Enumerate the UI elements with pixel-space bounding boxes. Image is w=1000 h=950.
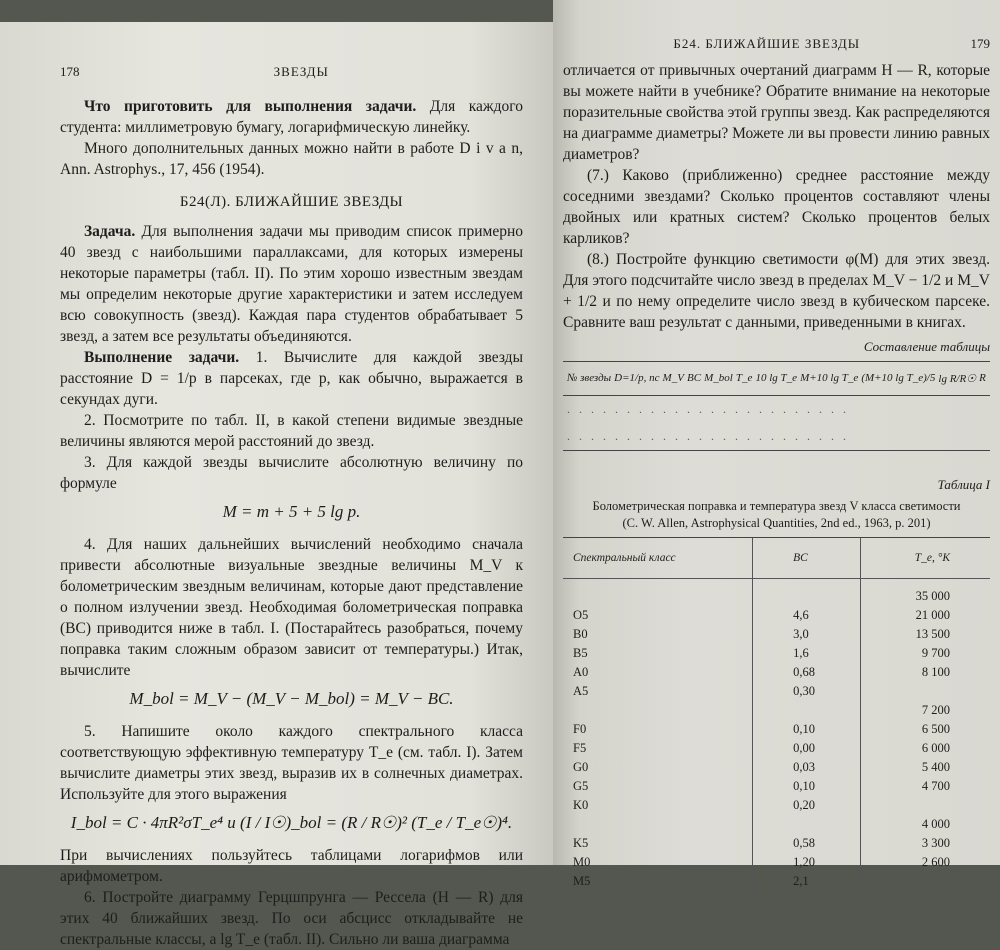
cell-te: 6 500: [921, 722, 950, 736]
table1-header-class: Спектральный класс: [563, 538, 753, 579]
cell-te: 6 000: [921, 741, 950, 755]
cell-bc: 0,20: [753, 796, 861, 815]
table-row: [563, 587, 990, 606]
cell-te: [861, 872, 990, 891]
cell-class: O5: [563, 606, 753, 625]
step-7: (7.) Каково (приближенно) среднее расстояние между соседними звездами? Сколько процентов составляют члены двойных или кратных систем? Сколько процентов белых карликов?: [563, 167, 990, 247]
cell-class: A0: [563, 663, 753, 682]
formula-bolometric: M_bol = M_V − (M_V − M_bol) = M_V − BC.: [129, 689, 454, 708]
cell-te: 5 400: [921, 760, 950, 774]
table-row: [563, 796, 990, 815]
hr-diagram-paragraph: отличается от привычных очертаний диаграмм H — R, которые вы можете найти в учебнике? Обратите внимание на некоторые поразительные свойства этой группы звезд. Как распределяются на диаграмме диаметры? Можете ли вы провести линию равных диаметров?: [563, 62, 990, 163]
right-running-title: Б24. БЛИЖАЙШИЕ ЗВЕЗДЫ: [673, 36, 861, 51]
extra-data-paragraph: Много дополнительных данных можно найти в работе D i v a n, Ann. Astrophys., 17, 456 (1954).: [60, 140, 523, 178]
cell-bc: [753, 815, 861, 834]
step-8: (8.) Постройте функцию светимости φ(M) для этих звезд. Для этого подсчитайте число звезд в пределах M_V − 1/2 и M_V + 1/2 и по нему определите число звезд в кубическом парсеке. Сравните ваш результат с данными, приведенными в книгах.: [563, 251, 990, 331]
table-row: [563, 834, 990, 853]
cell-class: G0: [563, 758, 753, 777]
table1-header-bc: BC: [753, 538, 861, 579]
cell-te: 2 600: [921, 855, 950, 869]
exec-label: Выполнение задачи.: [84, 349, 240, 366]
right-page: [553, 0, 1000, 888]
compose-header-cell: (M+10 lg T_e)/5: [861, 372, 936, 384]
table1-header-row: [563, 538, 990, 579]
table-row: [563, 606, 990, 625]
cell-class: F5: [563, 739, 753, 758]
left-page-number: 178: [60, 64, 80, 79]
cell-bc: 0,10: [753, 777, 861, 796]
table-row: [563, 682, 990, 701]
table-row: [563, 739, 990, 758]
cell-class: K0: [563, 796, 753, 815]
cell-class: [563, 701, 753, 720]
cell-class: M5: [563, 872, 753, 891]
formula-abs-magnitude: M = m + 5 + 5 lg p.: [222, 502, 361, 521]
cell-bc: 0,58: [753, 834, 861, 853]
cell-class: F0: [563, 720, 753, 739]
cell-bc: 4,6: [753, 606, 861, 625]
table-row: [563, 777, 990, 796]
compose-header-cell: D=1/p, пс: [614, 372, 660, 384]
cell-class: B5: [563, 644, 753, 663]
cell-bc: 1,20: [753, 853, 861, 872]
step-6: 6. Постройте диаграмму Герцшпрунга — Рессела (H — R) для этих 40 ближайших звезд. По оси абсцисс откладывайте не спектральные классы, а lg T_e (табл. II). Сильно ли ваша диаграмма: [60, 889, 523, 948]
table-row: [563, 663, 990, 682]
compose-header-cell: M+10 lg T_e: [800, 372, 859, 384]
table-row: [563, 720, 990, 739]
table1-label: Таблица I: [937, 477, 990, 492]
compose-dots-row: . . . . . . . . . . . . . . . . . . . . . . . .: [567, 402, 849, 416]
left-running-head: [60, 64, 523, 80]
table-row: [563, 701, 990, 720]
exec-text: 1. Вычислите для каждой звезды расстояние D = 1/p в парсеках, где p, как обычно, выражается в секундах дуги.: [60, 349, 523, 408]
cell-te: 13 500: [915, 627, 950, 641]
cell-class: K5: [563, 834, 753, 853]
cell-te: [861, 796, 990, 815]
cell-class: M0: [563, 853, 753, 872]
cell-bc: 0,03: [753, 758, 861, 777]
table-row: [563, 872, 990, 891]
left-running-title: ЗВЕЗДЫ: [273, 64, 329, 79]
cell-bc: 0,00: [753, 739, 861, 758]
cell-class: A5: [563, 682, 753, 701]
cell-bc: [753, 587, 861, 606]
cell-bc: 0,30: [753, 682, 861, 701]
cell-te: 8 100: [921, 665, 950, 679]
prep-text: Для каждого студента: миллиметровую бумагу, логарифмическую линейку.: [60, 98, 523, 136]
compose-table-caption: Составление таблицы: [863, 339, 990, 354]
cell-bc: 3,0: [753, 625, 861, 644]
step-3: 3. Для каждой звезды вычислите абсолютную величину по формуле: [60, 454, 523, 492]
cell-bc: 1,6: [753, 644, 861, 663]
task-text: Для выполнения задачи мы приводим список примерно 40 звезд с наибольшими параллаксами, для которых измерены некоторые параметры (табл. II). По этим хорошо известным звездам мы определим некоторые другие характеристики и затем исследуем всю совокупность (звезд). Каждая пара студентов обрабатывает 5 звезд, а затем все результаты объединяются.: [60, 223, 523, 345]
table1-title: Болометрическая поправка и температура звезд V класса светимости: [592, 499, 961, 513]
cell-class: G5: [563, 777, 753, 796]
cell-bc: 0,68: [753, 663, 861, 682]
table-row: [563, 815, 990, 834]
compose-header-cell: R: [979, 372, 986, 384]
cell-class: [563, 815, 753, 834]
table1-header-te: T_e, °K: [861, 538, 990, 579]
left-page: [0, 22, 553, 948]
cell-te: 4 000: [921, 817, 950, 831]
compose-header-cell: M_bol: [704, 372, 733, 384]
compose-header-cell: lg R/R☉: [938, 373, 977, 385]
step-5: 5. Напишите около каждого спектрального класса соответствующую эффективную температуру T_e (см. табл. I). Затем вычислите диаметры этих звезд, выразив их в солнечных диаметрах. Используйте для этого выражения: [60, 723, 523, 803]
table1-source: (C. W. Allen, Astrophysical Quantities, 2nd ed., 1963, p. 201): [622, 516, 931, 530]
section-title: Б24(Л). БЛИЖАЙШИЕ ЗВЕЗДЫ: [179, 194, 404, 210]
task-paragraph: [60, 221, 523, 347]
cell-bc: [753, 701, 861, 720]
prep-paragraph: [60, 96, 523, 138]
right-page-number: 179: [970, 36, 990, 51]
task-label: Задача.: [84, 223, 136, 240]
compose-header-cell: M_V: [662, 372, 684, 384]
compose-header-cell: BC: [686, 372, 702, 384]
table-row: [563, 853, 990, 872]
compose-dots-row: . . . . . . . . . . . . . . . . . . . . . . . .: [567, 429, 849, 443]
cell-te: 35 000: [915, 589, 950, 603]
cell-te: [861, 682, 990, 701]
step-2: 2. Посмотрите по табл. II, в какой степени видимые звездные величины являются мерой расстояний до звезд.: [60, 412, 523, 450]
table-row: [563, 758, 990, 777]
right-running-head: [563, 36, 990, 52]
formula-luminosity: I_bol = C · 4πR²σT_e⁴ и (I / I☉)_bol = (R / R☉)² (T_e / T_e☉)⁴.: [70, 813, 513, 832]
compose-header-cell: № звезды: [567, 372, 612, 384]
exec-paragraph: [60, 347, 523, 410]
cell-te: 4 700: [921, 779, 950, 793]
cell-te: 9 700: [921, 646, 950, 660]
table1: [563, 538, 990, 891]
cell-class: [563, 587, 753, 606]
compose-table-header: [563, 362, 990, 395]
calc-note: При вычислениях пользуйтесь таблицами логарифмов или арифмометром.: [60, 847, 523, 885]
step-4: 4. Для наших дальнейших вычислений необходимо сначала привести абсолютные визуальные звездные величины M_V к болометрическим звездным величинам, которые дают представление о полном излучении звезд. Необходимая болометрическая поправка (BC) приводится ниже в табл. I. (Постарайтесь разобраться, почему поправка таким сложным образом зависит от температуры.) Итак, вычислите: [60, 536, 523, 679]
compose-header-cell: 10 lg T_e: [755, 372, 798, 384]
cell-bc: 0,10: [753, 720, 861, 739]
cell-te: 3 300: [921, 836, 950, 850]
prep-label: Что приготовить для выполнения задачи.: [84, 98, 417, 115]
cell-bc: 2,1: [753, 872, 861, 891]
compose-header-cell: T_e: [735, 372, 753, 384]
cell-te: 7 200: [921, 703, 950, 717]
table-row: [563, 644, 990, 663]
cell-class: B0: [563, 625, 753, 644]
cell-te: 21 000: [915, 608, 950, 622]
table-row: [563, 625, 990, 644]
